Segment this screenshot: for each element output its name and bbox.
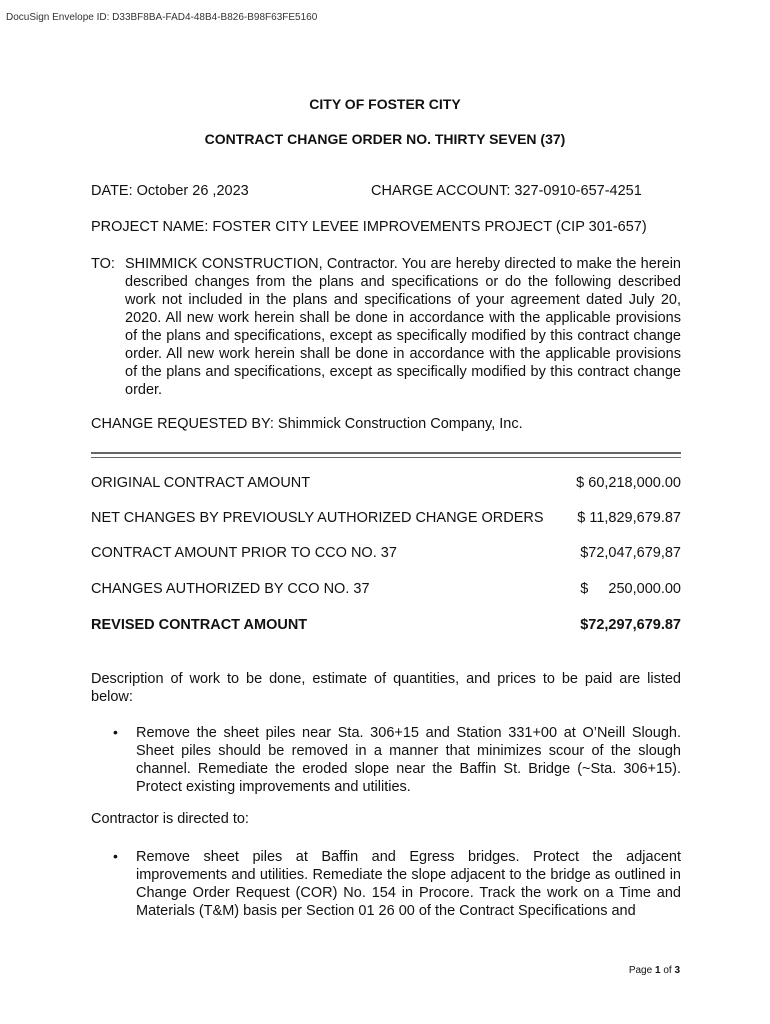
directed-to: Contractor is directed to: <box>91 811 249 827</box>
change-requested-by: CHANGE REQUESTED BY: Shimmick Construction Company, Inc. <box>91 416 523 432</box>
project-name: PROJECT NAME: FOSTER CITY LEVEE IMPROVEMENTS PROJECT (CIP 301-657) <box>91 219 647 235</box>
change-order-title: CONTRACT CHANGE ORDER NO. THIRTY SEVEN (37) <box>204 131 566 147</box>
amount-value: $ 250,000.00 <box>580 581 681 597</box>
docusign-envelope-id: DocuSign Envelope ID: D33BF8BA-FAD4-48B4-B826-B98F63FE5160 <box>6 12 318 23</box>
amount-value: $ 11,829,679.87 <box>577 510 681 526</box>
page-current: 1 <box>654 965 661 976</box>
bullet-glyph: • <box>113 724 118 740</box>
of-word: of <box>663 965 672 976</box>
section-divider <box>91 452 681 458</box>
to-label: TO: <box>91 256 115 272</box>
description-intro: Description of work to be done, estimate of quantities, and prices to be paid are listed below: <box>91 671 681 705</box>
bullet-glyph: • <box>113 848 118 864</box>
page-total: 3 <box>674 965 680 976</box>
amount-label: ORIGINAL CONTRACT AMOUNT <box>91 475 311 491</box>
charge-account: CHARGE ACCOUNT: 327-0910-657-4251 <box>371 183 642 199</box>
amount-label: CONTRACT AMOUNT PRIOR TO CCO NO. 37 <box>91 545 397 561</box>
amount-value: $72,047,679,87 <box>580 545 681 561</box>
bullet-item: Remove sheet piles at Baffin and Egress bridges. Protect the adjacent improvements and utilities. Remediate the slope adjacent to the bridge as outlined in Change Order Request (COR) No. 154 in Procore. Track the work on a Time and Materials (T&M) basis per Section 01 26 00 of the Contract Specifications and <box>136 849 681 919</box>
amount-value: $72,297,679.87 <box>580 617 681 633</box>
amount-label: CHANGES AUTHORIZED BY CCO NO. 37 <box>91 581 370 597</box>
page-number <box>629 965 680 976</box>
to-text: SHIMMICK CONSTRUCTION, Contractor. You are hereby directed to make the herein described changes from the plans and specifications or do the following described work not included in the plans and specifications of your agreement dated July 20, 2020. All new work herein shall be done in accordance with the applicable provisions of the plans and specifications, except as specifically modified by this contract change order. All new work herein shall be done in accordance with the applicable provisions of the plans and specifications, except as specifically modified by this contract change order. <box>125 256 681 398</box>
amount-value: $ 60,218,000.00 <box>576 475 681 491</box>
bullet-item: Remove the sheet piles near Sta. 306+15 and Station 331+00 at O’Neill Slough. Sheet piles should be removed in a manner that minimizes scour of the slough channel. Remediate the eroded slope near the Baffin St. Bridge (~Sta. 306+15). Protect existing improvements and utilities. <box>136 725 681 795</box>
date-line: DATE: October 26 ,2023 <box>91 183 249 199</box>
amount-label: NET CHANGES BY PREVIOUSLY AUTHORIZED CHANGE ORDERS <box>91 510 544 526</box>
city-title: CITY OF FOSTER CITY <box>309 96 461 112</box>
page-word: Page <box>628 965 653 976</box>
to-block <box>91 255 681 399</box>
amount-label: REVISED CONTRACT AMOUNT <box>91 617 308 633</box>
